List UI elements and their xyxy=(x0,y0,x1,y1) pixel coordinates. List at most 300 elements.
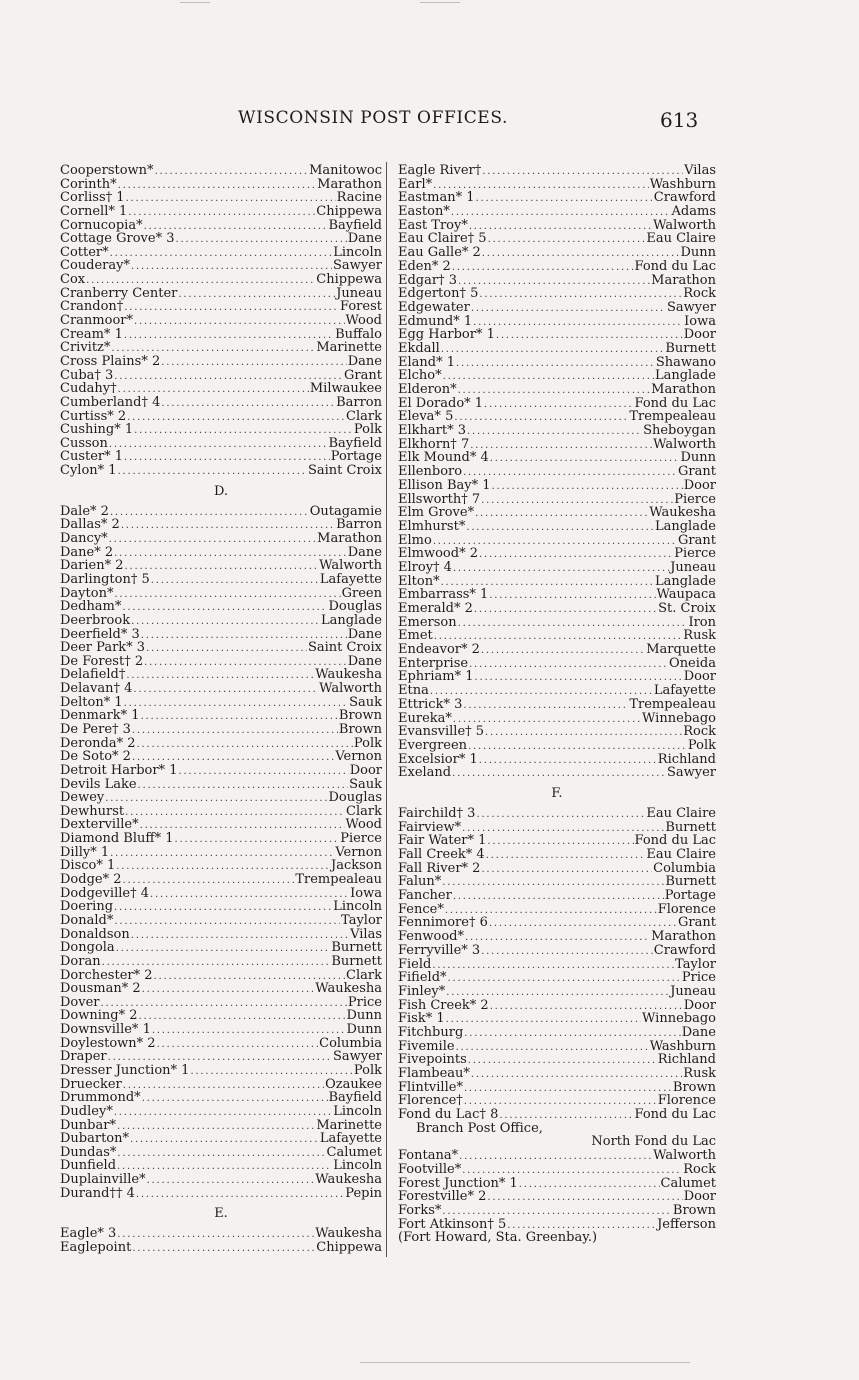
post-office-entry xyxy=(398,397,716,411)
dot-leader xyxy=(473,316,683,330)
county-name: Green xyxy=(341,585,382,601)
county-name: Grant xyxy=(678,464,716,480)
e-entries-list xyxy=(60,1227,382,1254)
county-name: Barron xyxy=(336,517,382,533)
post-office-entry xyxy=(60,191,382,205)
post-office-entry xyxy=(60,955,382,969)
post-office-name: Elmo xyxy=(398,532,432,548)
post-office-name: Cranmoor* xyxy=(60,313,133,329)
county-name: Racine xyxy=(336,190,382,206)
dot-leader xyxy=(453,890,664,904)
post-office-name: Dewey xyxy=(60,790,105,806)
post-office-entry xyxy=(60,1146,382,1160)
post-office-name: Dousman* 2 xyxy=(60,981,141,997)
post-office-name: Custer* 1 xyxy=(60,449,124,465)
post-office-name: Ellison Bay* 1 xyxy=(398,477,491,493)
county-name: Ozaukee xyxy=(325,1076,382,1092)
post-office-entry xyxy=(60,941,382,955)
county-name: Lincoln xyxy=(333,1103,382,1119)
post-office-name: Endeavor* 2 xyxy=(398,642,480,658)
post-office-name: Eland* 1 xyxy=(398,354,455,370)
post-office-name: Cream* 1 xyxy=(60,326,123,342)
post-office-name: Dresser Junction* 1 xyxy=(60,1063,190,1078)
dot-leader xyxy=(458,617,688,631)
county-name: Chippewa xyxy=(316,1240,382,1256)
county-name: Fond du Lac xyxy=(634,833,716,849)
dot-leader xyxy=(452,261,634,275)
post-office-name: Fair Water* 1 xyxy=(398,833,487,849)
county-name: Pepin xyxy=(345,1185,382,1201)
county-name: Vilas xyxy=(350,926,382,942)
post-office-name: Flintville* xyxy=(398,1079,463,1095)
county-name: Burnett xyxy=(331,953,382,969)
dot-leader xyxy=(486,849,646,863)
dot-leader xyxy=(468,1054,657,1068)
county-name: Pierce xyxy=(674,491,716,507)
county-name: Richland xyxy=(657,1052,716,1068)
post-office-entry xyxy=(398,328,716,342)
post-office-name: Fall Creek* 4 xyxy=(398,847,485,862)
post-office-entry xyxy=(60,232,382,246)
county-name: Langlade xyxy=(654,518,716,534)
post-office-name: Ellsworth† 7 xyxy=(398,491,481,507)
post-office-name: Forestville* 2 xyxy=(398,1189,487,1205)
county-name: Waukesha xyxy=(315,1226,382,1242)
dot-leader xyxy=(141,710,338,724)
post-office-entry xyxy=(60,178,382,192)
county-name: Sauk xyxy=(349,694,382,710)
post-office-name: Druecker xyxy=(60,1076,122,1092)
post-office-entry xyxy=(398,1190,716,1204)
post-office-entry xyxy=(398,232,716,246)
section-heading-e: E. xyxy=(214,1206,228,1222)
county-name: Dane xyxy=(347,544,382,560)
dot-leader xyxy=(430,685,653,699)
county-name: Polk xyxy=(353,735,382,751)
dot-leader xyxy=(471,302,666,316)
post-office-name: Ekdall xyxy=(398,340,440,356)
post-office-entry xyxy=(60,1173,382,1187)
c-entries-list xyxy=(60,164,382,478)
post-office-name: Dilly* 1 xyxy=(60,844,110,860)
post-office-entry xyxy=(60,846,382,860)
dot-leader xyxy=(142,983,315,997)
dot-leader xyxy=(122,601,327,615)
county-name: Langlade xyxy=(320,612,382,628)
post-office-entry xyxy=(398,534,716,548)
county-name: Burnett xyxy=(665,874,716,890)
county-name: Door xyxy=(683,477,716,493)
county-name: Marathon xyxy=(651,382,716,397)
county-name: Shawano xyxy=(655,354,716,370)
post-office-entry xyxy=(398,971,716,985)
county-name: Taylor xyxy=(341,912,382,928)
post-office-entry xyxy=(398,875,716,889)
county-name: Eau Claire xyxy=(646,847,716,862)
county-name: Forest xyxy=(340,299,382,315)
county-name: Sheboygan xyxy=(643,423,716,439)
post-office-name: Crivitz* xyxy=(60,340,111,356)
county-name: Crawford xyxy=(653,190,716,206)
post-office-entry xyxy=(398,506,716,520)
post-office-name: El Dorado* 1 xyxy=(398,395,484,411)
county-name: Iron xyxy=(688,614,716,630)
post-office-name: Florence† xyxy=(398,1093,463,1109)
post-office-name: Dunfield xyxy=(60,1158,117,1174)
county-name: Langlade xyxy=(654,368,716,384)
dot-leader xyxy=(489,589,655,603)
county-name: Marinette xyxy=(316,340,382,356)
post-office-entry xyxy=(398,712,716,726)
post-office-entry xyxy=(60,559,382,573)
post-office-entry xyxy=(398,985,716,999)
post-office-entry xyxy=(60,1023,382,1037)
scan-mark xyxy=(420,2,460,3)
county-name: Polk xyxy=(687,737,716,753)
dot-leader xyxy=(118,465,307,479)
post-office-entry xyxy=(60,1132,382,1146)
dot-leader xyxy=(454,411,628,425)
county-name: Trempealeau xyxy=(629,409,716,425)
county-name: Dane xyxy=(347,353,382,369)
dot-leader xyxy=(150,888,349,902)
post-office-name: Couderay* xyxy=(60,258,130,274)
post-office-entry xyxy=(398,451,716,465)
post-office-name: Dodge* 2 xyxy=(60,872,122,888)
post-office-entry xyxy=(398,588,716,602)
post-office-entry xyxy=(398,287,716,301)
dot-leader xyxy=(492,480,683,494)
county-name: Walworth xyxy=(653,436,716,452)
post-office-name: Eagle River† xyxy=(398,163,482,178)
county-name: Washburn xyxy=(649,1038,716,1054)
county-name: Sawyer xyxy=(332,258,382,274)
post-office-name: Cranberry Center xyxy=(60,285,178,301)
dot-leader xyxy=(132,1242,315,1256)
post-office-name: Edgerton† 5 xyxy=(398,286,479,302)
post-office-entry xyxy=(60,341,382,355)
county-name: Door xyxy=(683,669,716,685)
post-office-entry xyxy=(60,914,382,928)
county-name: Price xyxy=(681,970,716,986)
post-office-entry xyxy=(398,807,716,821)
county-name: Rusk xyxy=(683,628,716,644)
post-office-name: Eureka* xyxy=(398,710,452,726)
post-office-entry xyxy=(398,493,716,507)
post-office-entry xyxy=(60,709,382,723)
section-heading-d: D. xyxy=(213,483,229,499)
county-name: Lincoln xyxy=(333,899,382,915)
post-office-entry xyxy=(60,1091,382,1105)
post-office-name: Fitchburg xyxy=(398,1024,464,1040)
county-name: Dunn xyxy=(680,245,716,261)
post-office-entry xyxy=(60,450,382,464)
post-office-entry xyxy=(60,1105,382,1119)
dot-leader xyxy=(176,233,347,247)
county-name: Lafayette xyxy=(319,1131,382,1147)
post-office-entry xyxy=(60,764,382,778)
county-name: Lincoln xyxy=(333,244,382,260)
county-name: Marathon xyxy=(651,272,716,288)
post-office-entry xyxy=(60,805,382,819)
dot-leader xyxy=(487,1191,682,1205)
county-name: Barron xyxy=(336,394,382,410)
post-office-entry xyxy=(398,862,716,876)
county-name: Marquette xyxy=(646,642,716,658)
branch-note: Branch Post Office, xyxy=(416,1120,543,1136)
branch-name-note: North Fond du Lac xyxy=(591,1134,716,1150)
post-office-name: Draper xyxy=(60,1049,107,1065)
dot-leader xyxy=(479,548,673,562)
county-name: Door xyxy=(683,327,716,343)
post-office-name: Dewhurst xyxy=(60,803,125,819)
post-office-entry xyxy=(398,930,716,944)
post-office-name: Corinth* xyxy=(60,176,117,192)
post-office-entry xyxy=(398,629,716,643)
post-office-entry xyxy=(398,547,716,561)
dot-leader xyxy=(496,329,683,343)
county-name: Manitowoc xyxy=(309,163,382,178)
dot-leader xyxy=(459,1150,652,1164)
county-name: Rock xyxy=(683,724,716,740)
dot-leader xyxy=(471,1068,682,1082)
post-office-entry xyxy=(60,246,382,260)
post-office-entry xyxy=(60,1227,382,1241)
post-office-name: Fenwood* xyxy=(398,929,464,945)
post-office-entry xyxy=(398,958,716,972)
dot-leader xyxy=(485,726,682,740)
post-office-entry xyxy=(60,396,382,410)
dot-leader xyxy=(453,562,669,576)
dot-leader xyxy=(136,1188,344,1202)
county-name: Door xyxy=(683,997,716,1013)
post-office-name: Etna xyxy=(398,683,429,699)
post-office-entry xyxy=(60,300,382,314)
post-office-entry xyxy=(398,356,716,370)
county-name: Wood xyxy=(345,313,382,329)
post-office-entry xyxy=(60,737,382,751)
post-office-name: Fond du Lac† 8 xyxy=(398,1107,499,1123)
county-name: Langlade xyxy=(654,573,716,589)
post-office-name: Dunbar* xyxy=(60,1117,116,1133)
post-office-entry xyxy=(398,698,716,712)
post-office-name: Footville* xyxy=(398,1161,462,1177)
post-office-name: Dane* 2 xyxy=(60,544,114,560)
post-office-name: Elcho* xyxy=(398,368,442,384)
county-name: Trempealeau xyxy=(629,696,716,712)
post-office-entry xyxy=(398,383,716,397)
dot-leader xyxy=(489,917,677,931)
county-name: Vilas xyxy=(684,163,716,178)
dot-leader xyxy=(139,1010,346,1024)
dot-leader xyxy=(481,494,673,508)
post-office-name: Downsville* 1 xyxy=(60,1022,151,1038)
dot-leader xyxy=(127,411,345,425)
post-office-entry xyxy=(398,246,716,260)
post-office-name: Doylestown* 2 xyxy=(60,1035,156,1051)
post-office-entry xyxy=(398,260,716,274)
post-office-name: Elkhart* 3 xyxy=(398,423,466,439)
county-name: Rock xyxy=(683,1161,716,1177)
section-heading-f: F. xyxy=(551,785,563,801)
county-name: Columbia xyxy=(653,860,716,876)
post-office-name: Durand†† 4 xyxy=(60,1185,135,1201)
post-office-entry xyxy=(398,424,716,438)
dot-leader xyxy=(481,945,653,959)
county-name: Brown xyxy=(338,708,382,724)
post-office-name: Eastman* 1 xyxy=(398,190,475,206)
post-office-name: Dallas* 2 xyxy=(60,517,120,533)
post-office-entry xyxy=(60,314,382,328)
county-name: Juneau xyxy=(670,983,716,999)
post-office-name: Dayton* xyxy=(60,585,114,601)
post-office-entry xyxy=(398,999,716,1013)
dot-leader xyxy=(114,588,340,602)
post-office-name: Duplainville* xyxy=(60,1172,146,1188)
dot-leader xyxy=(114,901,332,915)
post-office-name: Dexterville* xyxy=(60,817,139,833)
post-office-name: Eau Claire† 5 xyxy=(398,231,487,247)
post-office-name: Excelsior* 1 xyxy=(398,751,478,767)
post-office-entry xyxy=(60,969,382,983)
dot-leader xyxy=(147,1174,315,1188)
post-office-entry xyxy=(60,900,382,914)
post-office-name: Cornucopia* xyxy=(60,217,143,233)
post-office-name: Crandon† xyxy=(60,299,124,315)
county-name: Columbia xyxy=(319,1035,382,1051)
county-name: Portage xyxy=(664,888,716,904)
post-office-entry xyxy=(398,821,716,835)
post-office-name: Eden* 2 xyxy=(398,258,451,274)
county-name: Clark xyxy=(346,803,382,819)
county-name: Grant xyxy=(678,915,716,931)
county-name: Pierce xyxy=(674,546,716,562)
dot-leader xyxy=(124,697,348,711)
post-office-entry xyxy=(398,274,716,288)
dot-leader xyxy=(142,1092,328,1106)
post-office-name: Cudahy† xyxy=(60,381,117,397)
county-name: Walworth xyxy=(319,558,382,574)
county-name: Marinette xyxy=(316,1117,382,1133)
dot-leader xyxy=(114,1106,332,1120)
county-name: Jefferson xyxy=(657,1216,716,1232)
county-name: Iowa xyxy=(684,313,716,329)
post-office-name: Cumberland† 4 xyxy=(60,394,161,410)
dot-leader xyxy=(456,357,655,371)
dot-leader xyxy=(109,533,317,547)
county-name: Polk xyxy=(353,1063,382,1078)
county-name: Chippewa xyxy=(316,272,382,288)
post-office-name: Disco* 1 xyxy=(60,858,116,874)
post-office-entry xyxy=(398,479,716,493)
dot-leader xyxy=(465,931,650,945)
dot-leader xyxy=(114,915,340,929)
dot-leader xyxy=(476,192,653,206)
f-entries-list xyxy=(398,807,716,1122)
post-office-entry xyxy=(398,1067,716,1081)
county-name: Eau Claire xyxy=(646,805,716,821)
dot-leader xyxy=(117,1147,325,1161)
post-office-name: Elroy† 4 xyxy=(398,559,452,575)
post-office-entry xyxy=(398,1218,716,1232)
dot-leader xyxy=(114,547,347,561)
post-office-name: Deronda* 2 xyxy=(60,735,136,751)
post-office-name: Cox xyxy=(60,272,86,288)
county-name: Waukesha xyxy=(649,505,716,521)
post-office-name: Fivemile xyxy=(398,1038,455,1054)
post-office-name: Doering xyxy=(60,899,114,915)
county-name: Calumet xyxy=(326,1144,382,1160)
county-name: Burnett xyxy=(665,340,716,356)
post-office-entry xyxy=(60,205,382,219)
post-office-name: Deer Park* 3 xyxy=(60,640,146,656)
post-office-entry xyxy=(60,859,382,873)
county-name: Clark xyxy=(346,967,382,983)
post-office-entry xyxy=(398,1081,716,1095)
post-office-entry xyxy=(60,1119,382,1133)
post-office-name: Elmwood* 2 xyxy=(398,546,478,562)
dot-leader xyxy=(109,438,328,452)
county-name: Rock xyxy=(683,286,716,302)
dot-leader xyxy=(441,343,665,357)
dot-leader xyxy=(475,507,648,521)
county-name: Jackson xyxy=(331,858,382,874)
dot-leader xyxy=(124,451,330,465)
post-office-entry xyxy=(398,903,716,917)
column-divider xyxy=(386,162,387,1257)
dot-leader xyxy=(475,671,683,685)
dot-leader xyxy=(479,288,682,302)
post-office-entry xyxy=(398,834,716,848)
dot-leader xyxy=(124,301,339,315)
dot-leader xyxy=(178,765,348,779)
post-office-name: Evansville† 5 xyxy=(398,724,485,740)
post-office-name: Eau Galle* 2 xyxy=(398,245,481,261)
post-office-name: Fairview* xyxy=(398,819,462,835)
post-office-name: Earl* xyxy=(398,176,433,192)
post-office-name: Falun* xyxy=(398,874,442,890)
dot-leader xyxy=(463,466,677,480)
post-office-entry xyxy=(60,1159,382,1173)
county-name: Dane xyxy=(347,231,382,247)
post-office-entry xyxy=(60,1187,382,1201)
post-office-entry xyxy=(60,887,382,901)
post-office-entry xyxy=(398,1053,716,1067)
post-office-entry xyxy=(60,464,382,478)
post-office-name: Elmhurst* xyxy=(398,518,466,534)
dot-leader xyxy=(443,370,654,384)
post-office-name: Ellenboro xyxy=(398,464,463,480)
post-office-name: Ephriam* 1 xyxy=(398,669,474,685)
post-office-name: Dudley* xyxy=(60,1103,113,1119)
county-name: Outagamie xyxy=(309,503,382,519)
county-name: Waupaca xyxy=(656,587,716,603)
post-office-entry xyxy=(60,791,382,805)
dot-leader xyxy=(470,439,652,453)
post-office-entry xyxy=(398,1149,716,1163)
dot-leader xyxy=(467,425,642,439)
county-name: Milwaukee xyxy=(309,381,382,397)
post-office-entry xyxy=(398,369,716,383)
post-office-entry xyxy=(60,873,382,887)
county-name: Dunn xyxy=(346,1022,382,1038)
dot-leader xyxy=(131,929,349,943)
county-name: Door xyxy=(349,762,382,778)
county-name: Dunn xyxy=(346,1008,382,1024)
post-office-name: Easton* xyxy=(398,204,450,220)
county-name: Walworth xyxy=(653,1148,716,1164)
dot-leader xyxy=(481,644,645,658)
